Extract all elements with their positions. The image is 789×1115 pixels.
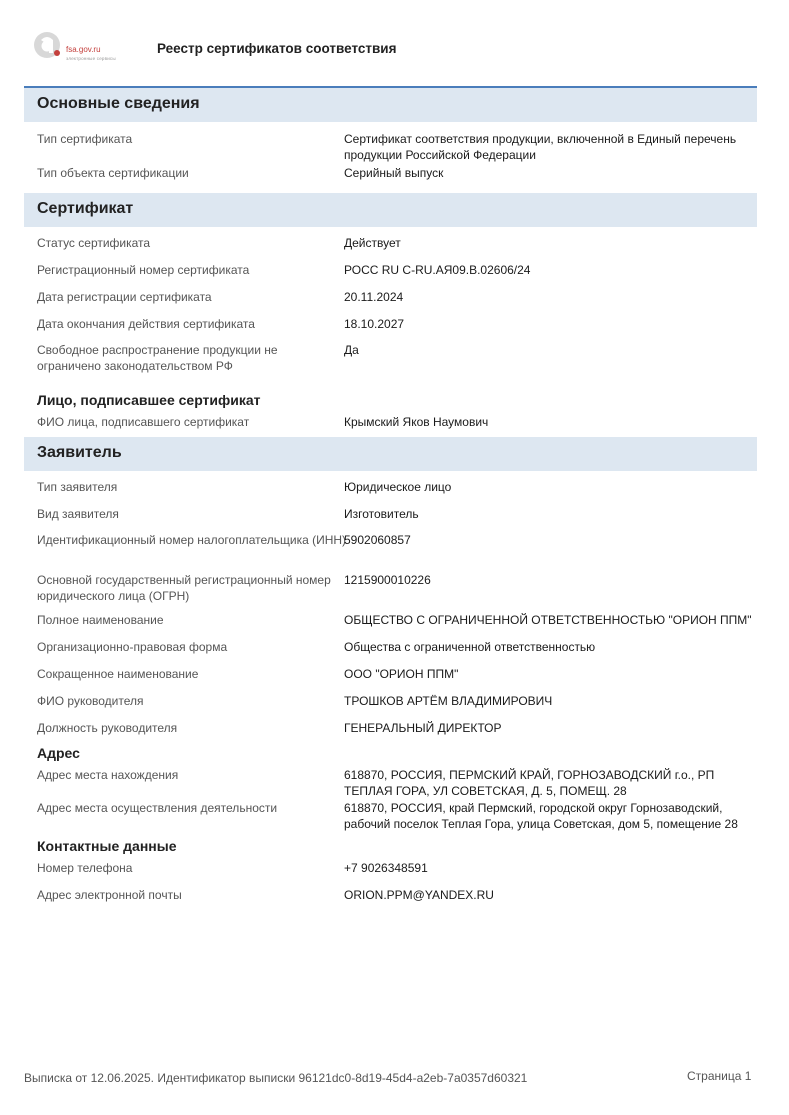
info-row [24, 289, 757, 316]
field-label: Адрес электронной почты [37, 888, 182, 902]
section-applicant-header: Заявитель [24, 437, 757, 471]
field-label: Идентификационный номер налогоплательщика (ИНН) [37, 533, 347, 547]
fsa-logo[interactable] [33, 31, 133, 65]
section-basic-header: Основные сведения [24, 86, 757, 122]
info-row [24, 131, 757, 165]
legal-address: 618870, РОССИЯ, ПЕРМСКИЙ КРАЙ, ГОРНОЗАВОДСКИЙ г.о., РП ТЕПЛАЯ ГОРА, УЛ СОВЕТСКАЯ, Д. 5, ПОМЕЩ. 28 [344, 768, 715, 798]
field-label: Должность руководителя [37, 721, 178, 735]
info-row [24, 693, 757, 720]
field-label: Номер телефона [37, 861, 133, 875]
field-label: Полное наименование [37, 613, 164, 627]
info-row [24, 720, 757, 745]
field-value: Общества с ограниченной ответственностью [344, 640, 596, 654]
field-label: Свободное распространение продукции не ограничено законодательством РФ [37, 343, 278, 373]
info-row [24, 612, 757, 639]
field-label: Вид заявителя [37, 507, 119, 521]
info-row [24, 235, 757, 262]
field-value: Да [344, 343, 359, 357]
full-name-value: ОБЩЕСТВО С ОГРАНИЧЕННОЙ ОТВЕТСТВЕННОСТЬЮ "ОРИОН ППМ" [344, 613, 752, 627]
document-title: Реестр сертификатов соответствия [157, 41, 397, 56]
info-row [24, 414, 757, 437]
inn-value: 5902060857 [344, 533, 411, 547]
info-row [24, 572, 757, 612]
info-row [24, 479, 757, 506]
field-value: Сертификат соответствия продукции, включенной в Единый перечень продукции Российской Федерации [344, 132, 737, 162]
info-row [24, 800, 757, 838]
info-row [24, 316, 757, 342]
field-label: Адрес места осуществления деятельности [37, 801, 278, 815]
field-label: ФИО руководителя [37, 694, 144, 708]
field-label: Статус сертификата [37, 236, 151, 250]
field-label: Организационно-правовая форма [37, 640, 228, 654]
certificate-status: Действует [344, 236, 401, 250]
field-label: Регистрационный номер сертификата [37, 263, 250, 277]
field-value: Юридическое лицо [344, 480, 452, 494]
info-row [24, 165, 757, 193]
field-label: Тип объекта сертификации [37, 166, 189, 180]
logo-site-text: fsa.gov.ru [66, 45, 101, 54]
page-number: Страница 1 [687, 1069, 752, 1083]
field-label: Тип сертификата [37, 132, 133, 146]
page-header [0, 0, 789, 86]
extract-footer: Выписка от 12.06.2025. Идентификатор выписки 96121dc0-8d19-45d4-a2eb-7a0357d60321 [24, 1071, 528, 1085]
info-row [24, 860, 757, 887]
field-label: Тип заявителя [37, 480, 118, 494]
director-position: ГЕНЕРАЛЬНЫЙ ДИРЕКТОР [344, 721, 502, 735]
activity-address: 618870, РОССИЯ, край Пермский, городской округ Горнозаводский, рабочий поселок Теплая Гора, улица Советская, дом 5, помещение 28 [344, 801, 738, 831]
ogrn-value: 1215900010226 [344, 573, 431, 587]
info-row [24, 767, 757, 800]
field-label: ФИО лица, подписавшего сертификат [37, 415, 250, 429]
field-label: Адрес места нахождения [37, 768, 179, 782]
info-row [24, 262, 757, 289]
field-label: Дата регистрации сертификата [37, 290, 212, 304]
info-row [24, 639, 757, 666]
field-label: Основной государственный регистрационный номер юридического лица (ОГРН) [37, 573, 331, 603]
expiry-date: 18.10.2027 [344, 317, 405, 331]
contacts-subheading: Контактные данные [37, 838, 177, 854]
info-row [24, 342, 757, 392]
certificate-number: РОСС RU С-RU.АЯ09.В.02606/24 [344, 263, 531, 277]
field-value: Изготовитель [344, 507, 419, 521]
field-label: Сокращенное наименование [37, 667, 199, 681]
director-name: ТРОШКОВ АРТЁМ ВЛАДИМИРОВИЧ [344, 694, 553, 708]
certificate-content [24, 86, 757, 914]
phone-value: +7 9026348591 [344, 861, 428, 875]
info-row [24, 532, 757, 572]
signer-name: Крымский Яков Наумович [344, 415, 489, 429]
info-row [24, 887, 757, 914]
registration-date: 20.11.2024 [344, 290, 404, 304]
info-row [24, 666, 757, 693]
signer-subheading: Лицо, подписавшее сертификат [37, 392, 261, 408]
field-value: Серийный выпуск [344, 166, 444, 180]
email-value[interactable]: ORION.PPM@YANDEX.RU [344, 888, 494, 902]
logo-subtitle: электронные сервисы [66, 56, 116, 61]
fsa-logo-icon [33, 31, 61, 59]
address-subheading: Адрес [37, 745, 80, 761]
field-label: Дата окончания действия сертификата [37, 317, 255, 331]
section-certificate-header: Сертификат [24, 193, 757, 227]
info-row [24, 506, 757, 532]
short-name-value: ООО "ОРИОН ППМ" [344, 667, 459, 681]
